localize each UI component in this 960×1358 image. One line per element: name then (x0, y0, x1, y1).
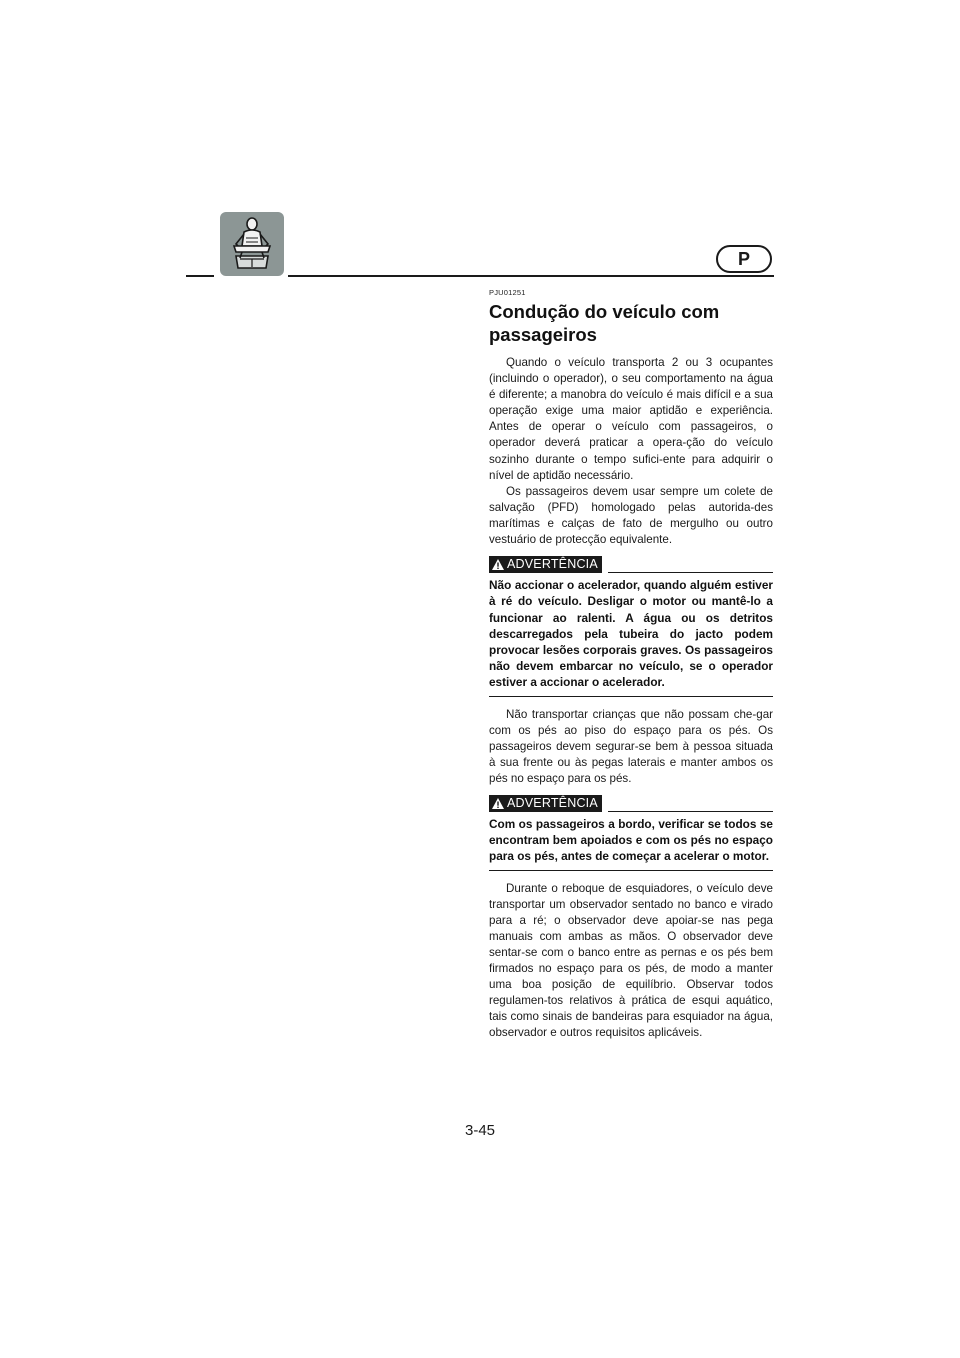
warning-label (489, 795, 602, 812)
warning-bottom-rule (489, 696, 773, 697)
warning-label (489, 556, 602, 573)
warning-text: Com os passageiros a bordo, verificar se todos se encontram bem apoiados e com os pés no espaço para os pés, antes de começar a acelerar o motor. (489, 817, 773, 864)
section-code: PJU01251 (489, 288, 526, 297)
paragraph: Os passageiros devem usar sempre um colete de salvação (PFD) homologado pelas autorida-des marítimas e calças de fato de mergulho ou outro vestuário de protecção equivalente. (489, 484, 773, 547)
warning-label-text: ADVERTÊNCIA (507, 557, 598, 572)
section-title: Condução do veículo com passageiros (489, 301, 720, 345)
warning-triangle-icon (491, 558, 505, 571)
jet-ski-rider-icon (220, 212, 284, 276)
warning-block (489, 795, 773, 871)
page-number: 3-45 (464, 1122, 496, 1139)
warning-header-line (608, 572, 773, 573)
header-rule-right (288, 275, 774, 277)
language-badge: P (716, 245, 772, 273)
warning-header (489, 556, 773, 573)
warning-label-text: ADVERTÊNCIA (507, 796, 598, 811)
paragraph: Quando o veículo transporta 2 ou 3 ocupantes (incluindo o operador), o seu comportamento na água é diferente; a manobra do veículo é mais difícil e a sua operação exige uma maior aptidão e experiência. Antes de operar o veículo com passageiros, o operador deverá praticar a opera-ção do veículo sozinho durante o tempo sufici-ente para adquirir o nível de aptidão necessário. (489, 356, 773, 482)
content-column (489, 288, 773, 1042)
warning-header-line (608, 811, 773, 812)
warning-triangle-icon (491, 797, 505, 810)
warning-block (489, 556, 773, 696)
header-rule-left (186, 275, 214, 277)
warning-bottom-rule (489, 870, 773, 871)
warning-text: Não accionar o acelerador, quando alguém estiver à ré do veículo. Desligar o motor ou mantê-lo a funcionar ao ralenti. A água ou os detritos descarregados pela tubeira do jacto podem provocar lesões corporais graves. Os passageiros não devem embarcar no veículo, se o operador estiver a accionar o acelerador. (489, 578, 773, 690)
warning-header (489, 795, 773, 812)
paragraph: Durante o reboque de esquiadores, o veículo deve transportar um observador sentado no banco e virado para a ré; o observador deve apoiar-se nas pega manuais com ambas as mãos. O observador deve sentar-se com o banco entre as pernas e os pés bem firmados no espaço para os pés, de modo a manter uma boa posição de equilíbrio. Observar todos regulamen-tos relativos à prática de esqui aquático, tais como sinais de bandeiras para esquiador na água, observador e outros requisitos aplicáveis. (489, 881, 773, 1040)
paragraph: Não transportar crianças que não possam che-gar com os pés ao piso do espaço para os pés. Os passageiros devem segurar-se bem à pessoa situada à sua frente ou às pegas laterais e manter ambos os pés no espaço para os pés. (489, 707, 773, 785)
